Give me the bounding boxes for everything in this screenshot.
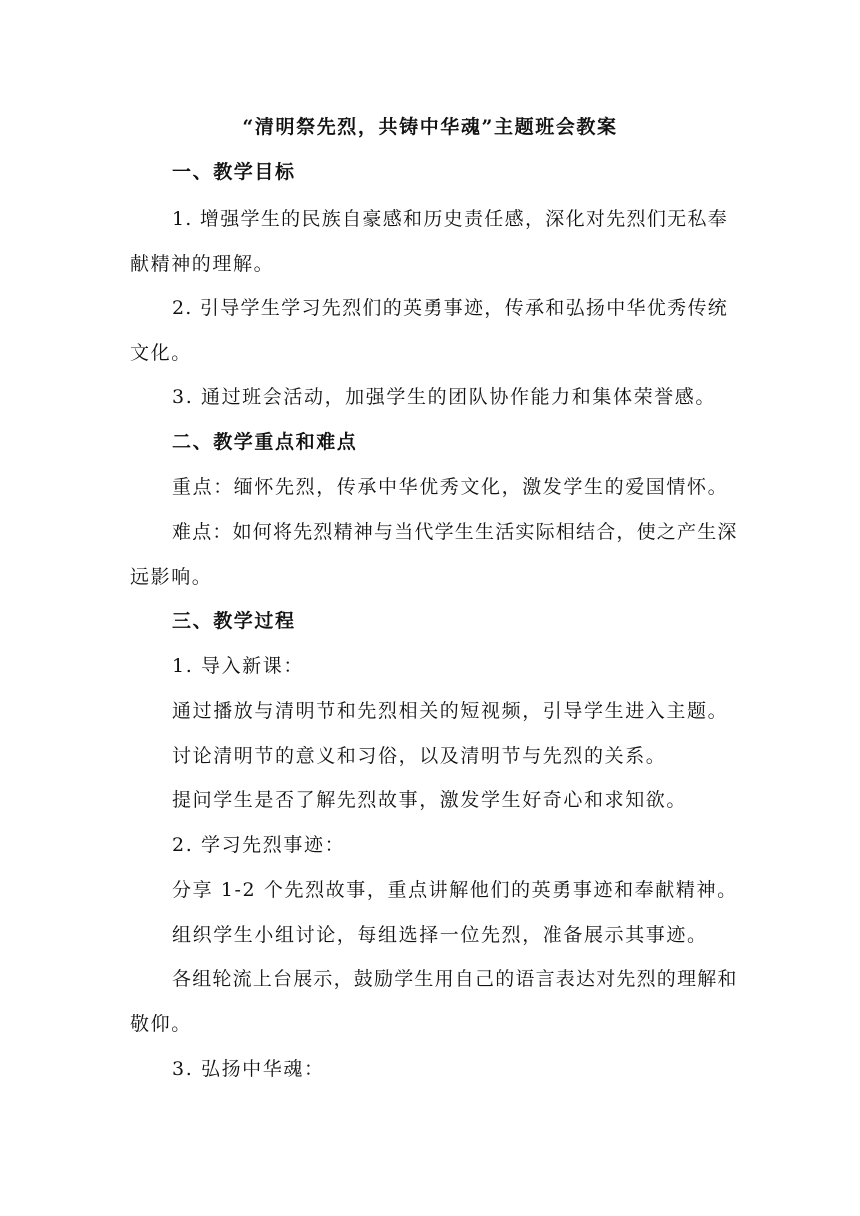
process-step-2-paragraph-1: 分享 1-2 个先烈故事，重点讲解他们的英勇事迹和奉献精神。: [172, 879, 738, 901]
key-point-difficulty-line-2: 远影响。: [130, 566, 213, 588]
goal-item-1-line-1: 1. 增强学生的民族自豪感和历史责任感，深化对先烈们无私奉: [172, 208, 728, 230]
section-heading-key-points: 二、教学重点和难点: [172, 431, 358, 453]
document-title: “清明祭先烈，共铸中华魂”主题班会教案: [242, 116, 618, 138]
process-step-2-paragraph-3-line-2: 敬仰。: [130, 1013, 192, 1035]
key-point-difficulty-line-1: 难点：如何将先烈精神与当代学生生活实际相结合，使之产生深: [172, 521, 738, 543]
process-step-2-paragraph-2: 组织学生小组讨论，每组选择一位先烈，准备展示其事迹。: [172, 924, 708, 946]
goal-item-1-line-2: 献精神的理解。: [130, 253, 275, 275]
section-heading-goals: 一、教学目标: [172, 161, 296, 183]
process-step-2-title: 2. 学习先烈事迹：: [172, 834, 346, 856]
goal-item-3: 3. 通过班会活动，加强学生的团队协作能力和集体荣誉感。: [172, 386, 716, 408]
section-heading-process: 三、教学过程: [172, 610, 296, 632]
process-step-2-paragraph-3-line-1: 各组轮流上台展示，鼓励学生用自己的语言表达对先烈的理解和: [172, 968, 738, 990]
key-point-focus: 重点：缅怀先烈，传承中华优秀文化，激发学生的爱国情怀。: [172, 476, 729, 498]
process-step-1-paragraph-1: 通过播放与清明节和先烈相关的短视频，引导学生进入主题。: [172, 700, 729, 722]
process-step-1-title: 1. 导入新课：: [172, 655, 304, 677]
goal-item-2-line-2: 文化。: [130, 342, 192, 364]
process-step-1-paragraph-2: 讨论清明节的意义和习俗，以及清明节与先烈的关系。: [172, 745, 667, 767]
process-step-3-title: 3. 弘扬中华魂：: [172, 1058, 325, 1080]
goal-item-2-line-1: 2. 引导学生学习先烈们的英勇事迹，传承和弘扬中华优秀传统: [172, 297, 728, 319]
process-step-1-paragraph-3: 提问学生是否了解先烈故事，激发学生好奇心和求知欲。: [172, 789, 688, 811]
